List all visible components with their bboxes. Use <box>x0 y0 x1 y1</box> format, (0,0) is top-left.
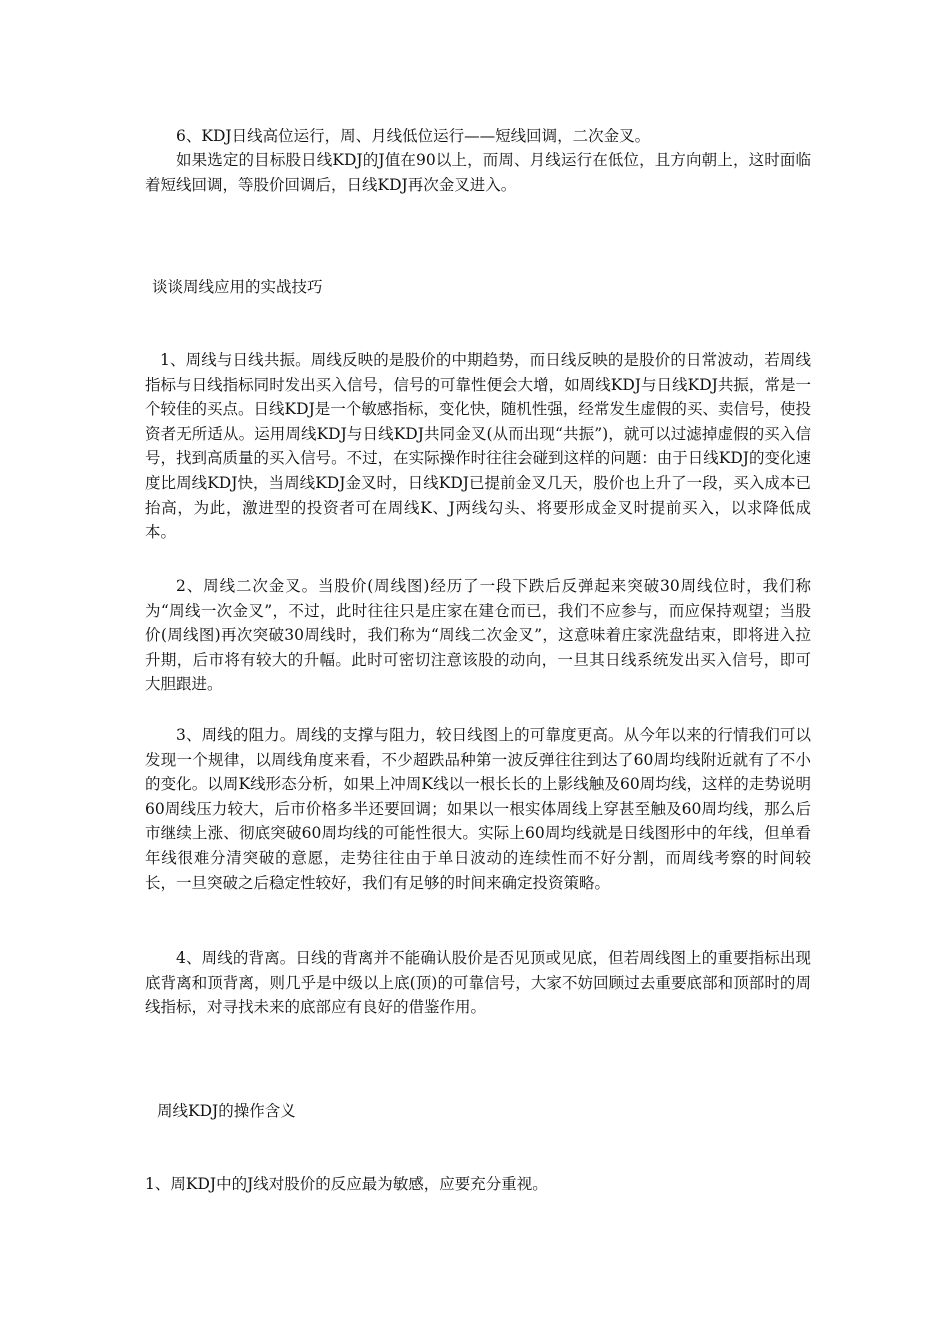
paragraph-weekly-resistance: 3、周线的阻力。周线的支撑与阻力，较日线图上的可靠度更高。从今年以来的行情我们可以发现一个规律，以周线角度来看，不少超跌品种第一波反弹往往到达了60周均线附近就有了不小的变化。以周K线形态分析，如果上冲周K线以一根长长的上影线触及60周均线，这样的走势说明60周线压力较大，后市价格多半还要回调；如果以一根实体周线上穿甚至触及60周均线，那么后市继续上涨、彻底突破60周均线的可能性很大。实际上60周均线就是日线图形中的年线，但单看年线很难分清突破的意愿，走势往往由于单日波动的连续性而不好分割，而周线考察的时间较长，一旦突破之后稳定性较好，我们有足够的时间来确定投资策略。 <box>145 726 811 892</box>
section-title-weekly-kdj: 周线KDJ的操作含义 <box>157 1102 296 1120</box>
item-6-paragraph: 如果选定的目标股日线KDJ的J值在90以上，而周、月线运行在低位，且方向朝上，这时面临着短线回调，等股价回调后，日线KDJ再次金叉进入。 <box>145 151 811 194</box>
paragraph-weekly-second-golden-cross: 2、周线二次金叉。当股价(周线图)经历了一段下跌后反弹起来突破30周线位时，我们称为“周线一次金叉”，不过，此时往往只是庄家在建仓而已，我们不应参与，而应保持观望；当股价(周线图)再次突破30周线时，我们称为“周线二次金叉”，这意味着庄家洗盘结束，即将进入拉升期，后市将有较大的升幅。此时可密切注意该股的动向，一旦其日线系统发出买入信号，即可大胆跟进。 <box>145 577 811 694</box>
weekly-kdj-item-1: 1、周KDJ中的J线对股价的反应最为敏感，应要充分重视。 <box>145 1175 548 1193</box>
section-title-weekly-techniques: 谈谈周线应用的实战技巧 <box>152 278 323 296</box>
paragraph-weekly-daily-resonance: 1、周线与日线共振。周线反映的是股价的中期趋势，而日线反映的是股价的日常波动，若周线指标与日线指标同时发出买入信号，信号的可靠性便会大增，如周线KDJ与日线KDJ共振，常是一个较佳的买点。日线KDJ是一个敏感指标，变化快，随机性强，经常发生虚假的买、卖信号，使投资者无所适从。运用周线KDJ与日线KDJ共同金叉(从而出现“共振”)，就可以过滤掉虚假的买入信号，找到高质量的买入信号。不过，在实际操作时往往会碰到这样的问题：由于日线KDJ的变化速度比周线KDJ快，当周线KDJ金叉时，日线KDJ已提前金叉几天，股价也上升了一段，买入成本已抬高，为此，激进型的投资者可在周线K、J两线勾头、将要形成金叉时提前买入，以求降低成本。 <box>145 351 811 542</box>
item-6-heading: 6、KDJ日线高位运行，周、月线低位运行——短线回调，二次金叉。 <box>176 127 651 145</box>
paragraph-weekly-divergence: 4、周线的背离。日线的背离并不能确认股价是否见顶或见底，但若周线图上的重要指标出现底背离和顶背离，则几乎是中级以上底(顶)的可靠信号，大家不妨回顾过去重要底部和顶部时的周线指标，对寻找未来的底部应有良好的借鉴作用。 <box>145 949 811 1017</box>
